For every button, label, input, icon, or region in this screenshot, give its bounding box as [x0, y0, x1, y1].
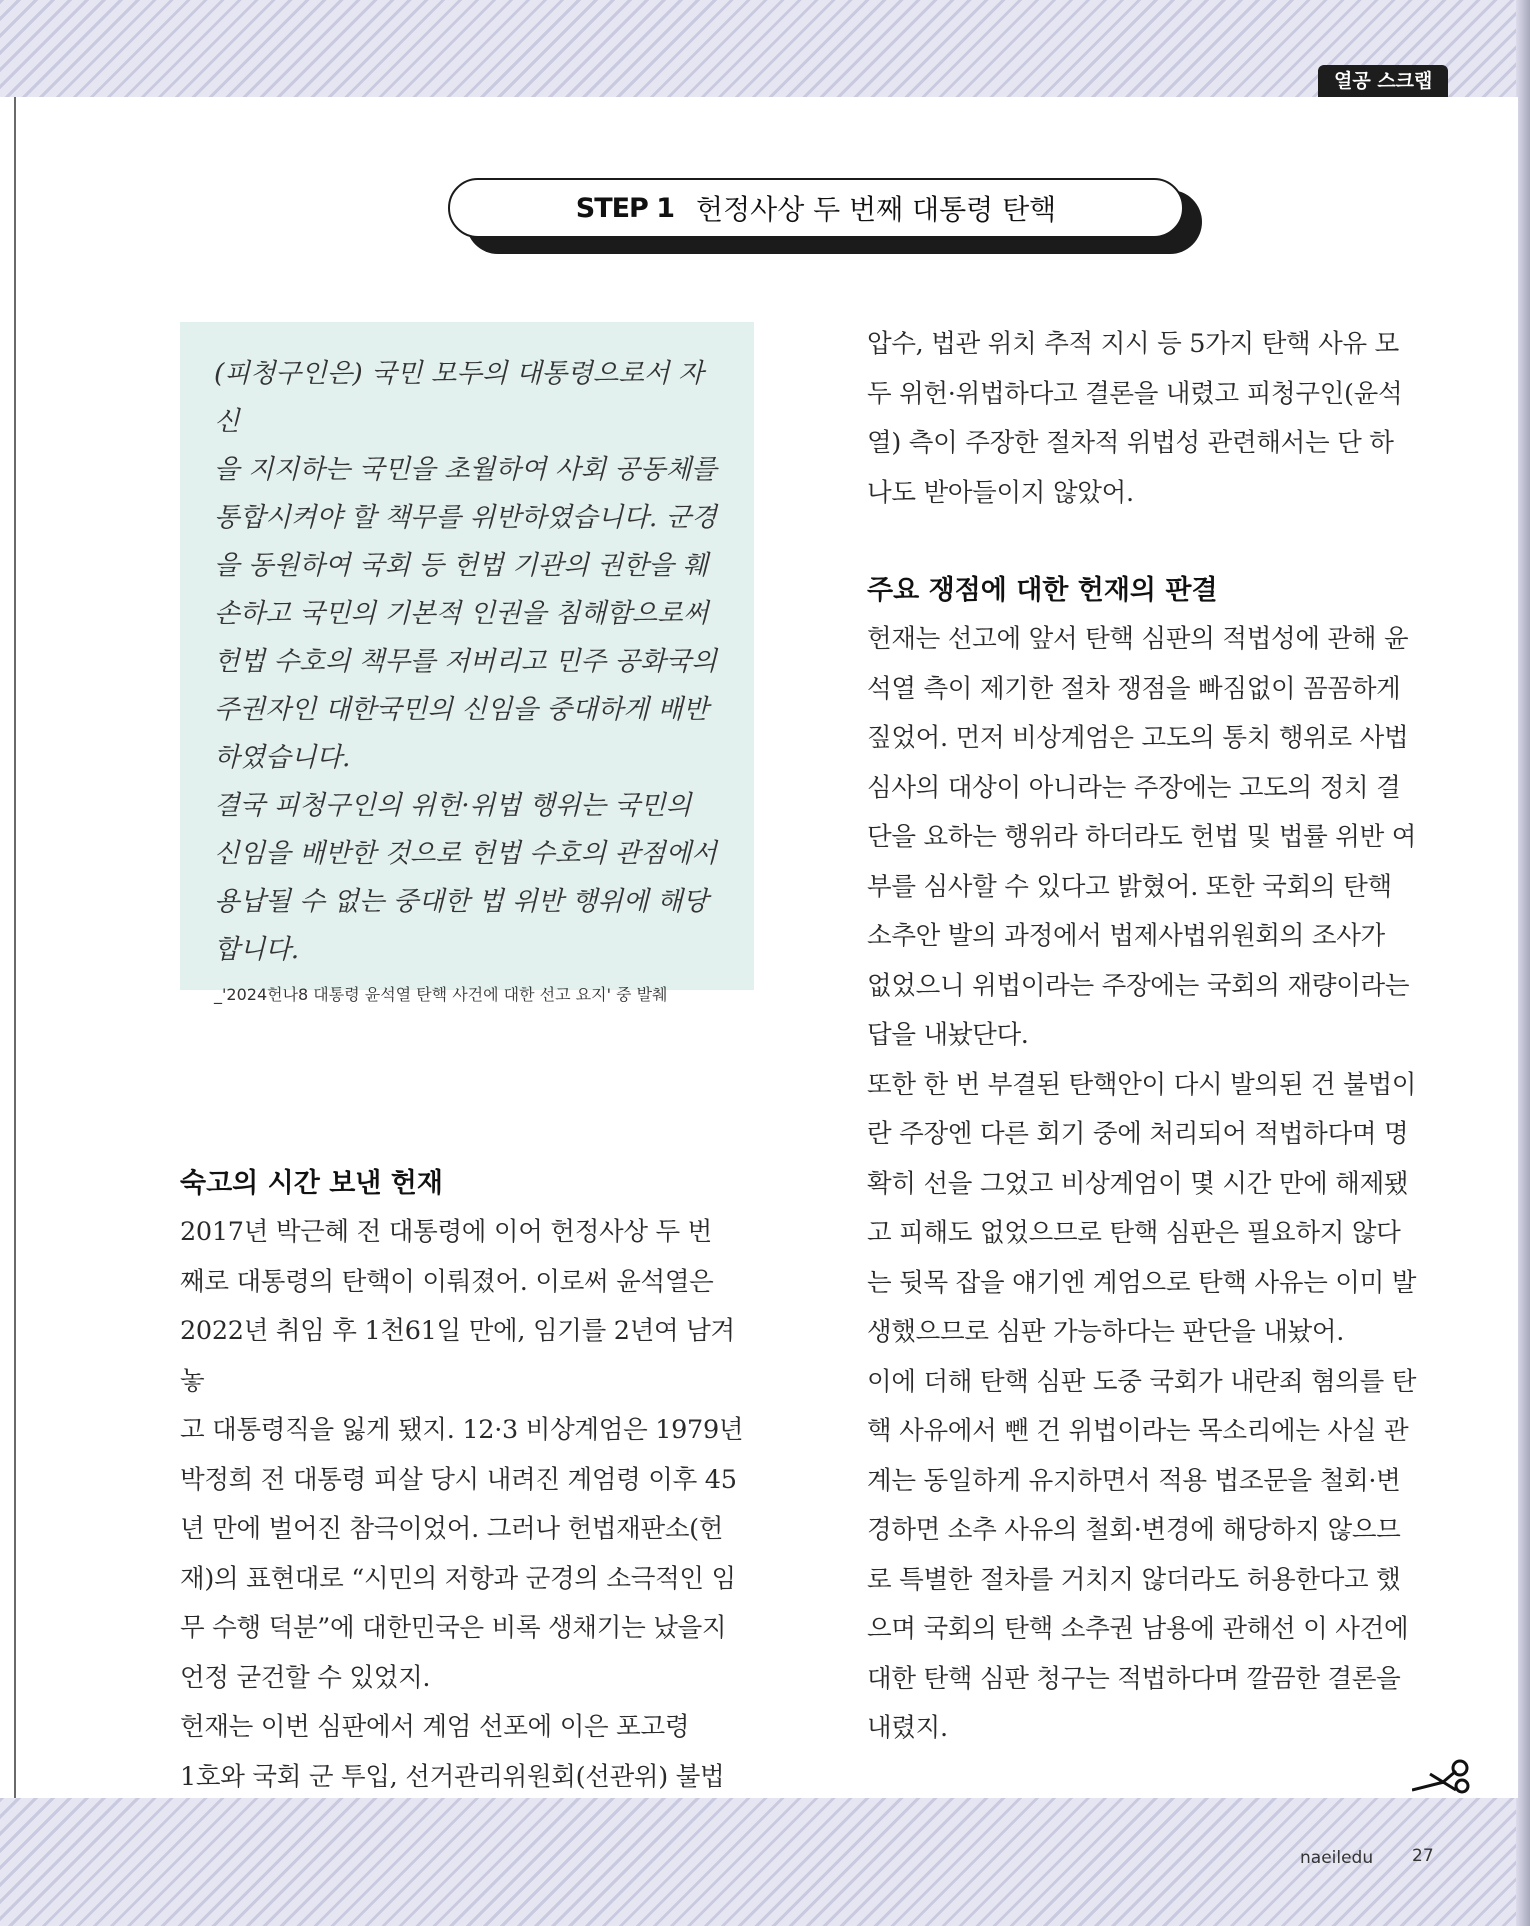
footer-brand: naeiledu [1300, 1848, 1374, 1868]
right-heading: 주요 쟁점에 대한 헌재의 판결 [867, 575, 1218, 606]
right-paragraph-2: 또한 한 번 부결된 탄핵안이 다시 발의된 건 불법이 란 주장엔 다른 회기 중에 처리되어 적법하다며 명 확히 선을 그었고 비상계엄이 몇 시간 만에 해제됐 고 피해도 없었으므로 탄핵 심판은 필요하지 않다 는 뒷목 잡을 얘기엔 계엄으로 탄핵 사유는 이미 발 생했으므로 심판 가능하다는 판단을 내놨어. [867, 1069, 1417, 1347]
right-intro-paragraph: 압수, 법관 위치 추적 지시 등 5가지 탄핵 사유 모 두 위헌·위법하다고 결론을 내렸고 피청구인(윤석 열) 측이 주장한 절차적 위법성 관련해서는 단 하 나도 받아들이지 않았어. [867, 329, 1403, 508]
step-title: 헌정사상 두 번째 대통령 탄핵 [696, 193, 1057, 226]
quote-text: (피청구인은) 국민 모두의 대통령으로서 자신 을 지지하는 국민을 초월하여 사회 공동체를 통합시켜야 할 책무를 위반하였습니다. 군경 을 동원하여 국회 등 헌법 기관의 권한을 훼 손하고 국민의 기본적 인권을 침해함으로써 헌법 수호의 책무를 저버리고 민주 공화국의 주권자인 대한국민의 신임을 중대하게 배반 하였습니다. 결국 피청구인의 위헌·위법 행위는 국민의 신임을 배반한 것으로 헌법 수호의 관점에서 용납될 수 없는 중대한 법 위반 행위에 해당 합니다. [214, 358, 717, 965]
paragraph-gap [867, 518, 1437, 567]
top-decorative-band [0, 0, 1530, 97]
right-column [867, 320, 1437, 1754]
page-number: 27 [1412, 1846, 1434, 1866]
right-paragraph-1: 헌재는 선고에 앞서 탄핵 심판의 적법성에 관해 윤 석열 측이 제기한 절차 쟁점을 빠짐없이 꼼꼼하게 짚었어. 먼저 비상계엄은 고도의 통치 행위로 사법 심사의 대상이 아니라는 주장에는 고도의 정치 결 단을 요하는 행위라 하더라도 헌법 및 법률 위반 여 부를 심사할 수 있다고 밝혔어. 또한 국회의 탄핵 소추안 발의 과정에서 법제사법위원회의 조사가 없었으니 위법이라는 주장에는 국회의 재량이라는 답을 내놨단다. [867, 624, 1417, 1050]
section-tag: 열공 스크랩 [1318, 65, 1448, 97]
left-paragraph-1: 2017년 박근혜 전 대통령에 이어 헌정사상 두 번 째로 대통령의 탄핵이 이뤄졌어. 이로써 윤석열은 2022년 취임 후 1천61일 만에, 임기를 2년여 남겨놓 고 대통령직을 잃게 됐지. 12·3 비상계엄은 1979년 박정희 전 대통령 피살 당시 내려진 계엄령 이후 45 년 만에 벌어진 참극이었어. 그러나 헌법재판소(헌 재)의 표현대로 “시민의 저항과 군경의 소극적인 임 무 수행 덕분”에 대한민국은 비록 생채기는 났을지 언정 굳건할 수 있었지. [180, 1217, 744, 1693]
step-banner [448, 178, 1184, 238]
left-heading: 숙고의 시간 보낸 헌재 [180, 1168, 443, 1199]
page-edge-shadow [1516, 0, 1530, 1926]
left-paragraph-2: 헌재는 이번 심판에서 계엄 선포에 이은 포고령 1호와 국회 군 투입, 선거관리위원회(선관위) 불법 [180, 1712, 725, 1792]
step-label: STEP 1 [575, 192, 675, 224]
left-column [180, 1160, 754, 1802]
right-paragraph-3: 이에 더해 탄핵 심판 도중 국회가 내란죄 혐의를 탄 핵 사유에서 뺀 건 위법이라는 목소리에는 사실 관 계는 동일하게 유지하면서 적용 법조문을 철회·변 경하면 소추 사유의 철회·변경에 해당하지 않으므 로 특별한 절차를 거치지 않더라도 허용한다고 했 으며 국회의 탄핵 소추권 남용에 관해선 이 사건에 대한 탄핵 심판 청구는 적법하다며 깔끔한 결론을 내렸지. [867, 1366, 1417, 1743]
quote-source: _'2024헌나8 대통령 윤석열 탄핵 사건에 대한 선고 요지' 중 발췌 [214, 985, 668, 1004]
quote-box [180, 322, 754, 1004]
scissors-icon [1412, 1756, 1472, 1796]
